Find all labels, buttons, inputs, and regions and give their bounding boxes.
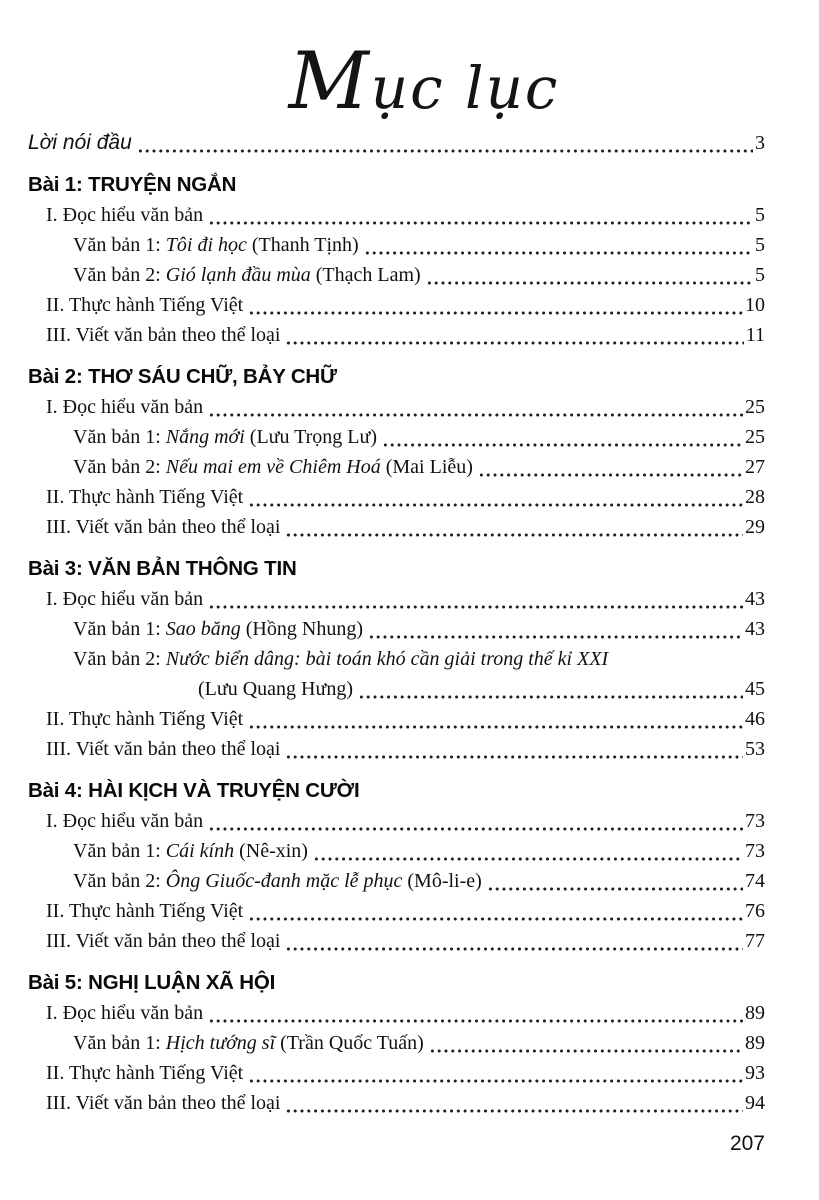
section-heading: Bài 5: NGHỊ LUẬN XÃ HỘI (28, 971, 276, 994)
text-title: Hịch tướng sĩ (165, 1032, 276, 1054)
entry-page-number: 73 (745, 810, 765, 832)
toc-entry-writing (28, 1088, 765, 1118)
entry-label: Văn bản 1: Sao băng (Hồng Nhung) (73, 618, 363, 640)
toc-entry-practice (28, 482, 765, 512)
toc-entry-text (28, 230, 765, 260)
section-heading: Bài 3: VĂN BẢN THÔNG TIN (28, 557, 297, 580)
toc-entry-writing (28, 320, 765, 350)
toc-entry-practice (28, 896, 765, 926)
entry-label: III. Viết văn bản theo thể loại (46, 930, 281, 952)
entry-label: II. Thực hành Tiếng Việt (46, 708, 244, 730)
dot-leader (208, 584, 743, 614)
entry-page-number: 45 (745, 678, 765, 700)
section-heading: Bài 4: HÀI KỊCH VÀ TRUYỆN CƯỜI (28, 779, 360, 802)
entry-label: I. Đọc hiểu văn bản (46, 396, 204, 418)
toc-entry-text-line2 (28, 674, 765, 704)
toc-section (28, 554, 765, 764)
text-title: Nắng mới (165, 426, 245, 448)
toc-entry-text (28, 614, 765, 644)
toc-entry-writing (28, 512, 765, 542)
dot-leader (478, 452, 743, 482)
dot-leader (248, 482, 743, 512)
entry-label: Văn bản 1: Nắng mới (Lưu Trọng Lư) (73, 426, 378, 448)
dot-leader (208, 392, 743, 422)
preface-entry (28, 128, 765, 158)
toc-entry-practice (28, 704, 765, 734)
toc-entry-reading (28, 392, 765, 422)
entry-page-number: 93 (745, 1062, 765, 1084)
dot-leader (382, 422, 743, 452)
toc-entry-reading (28, 200, 765, 230)
entry-page-number: 77 (745, 930, 765, 952)
dot-leader (208, 998, 743, 1028)
entry-label: III. Viết văn bản theo thể loại (46, 738, 281, 760)
entry-page-number: 46 (745, 708, 765, 730)
entry-page-number: 29 (745, 516, 765, 538)
entry-page-number: 10 (745, 294, 765, 316)
toc-entry-reading (28, 584, 765, 614)
entry-label: Văn bản 1: Tôi đi học (Thanh Tịnh) (73, 234, 359, 256)
page-title: Mục lục (288, 36, 560, 127)
toc-entry-writing (28, 734, 765, 764)
entry-page-number: 28 (745, 486, 765, 508)
entry-page-number: 76 (745, 900, 765, 922)
preface-label: Lời nói đầu (28, 131, 132, 154)
entry-page-number: 25 (745, 426, 765, 448)
dot-leader (285, 320, 743, 350)
toc-section (28, 968, 765, 1118)
dot-leader (358, 674, 743, 704)
entry-page-number: 43 (745, 618, 765, 640)
entry-label: III. Viết văn bản theo thể loại (46, 1092, 281, 1114)
entry-page-number: 94 (745, 1092, 765, 1114)
dot-leader (487, 866, 743, 896)
dot-leader (285, 734, 743, 764)
preface-page-number: 3 (755, 132, 765, 154)
entry-label: I. Đọc hiểu văn bản (46, 588, 204, 610)
entry-label: Văn bản 2: Nước biển dâng: bài toán khó cần giải trong thế kỉ XXI (73, 648, 609, 670)
entry-page-number: 43 (745, 588, 765, 610)
text-title: Ông Giuốc-đanh mặc lễ phục (165, 870, 403, 892)
text-title: Sao băng (165, 618, 241, 640)
toc-entry-text (28, 1028, 765, 1058)
entry-label: II. Thực hành Tiếng Việt (46, 294, 244, 316)
entry-label: Văn bản 2: Ông Giuốc-đanh mặc lễ phục (Mô-li-e) (73, 870, 482, 892)
dot-leader (208, 806, 743, 836)
text-title: Nếu mai em về Chiêm Hoá (165, 456, 381, 478)
dot-leader (248, 704, 743, 734)
entry-label: I. Đọc hiểu văn bản (46, 810, 204, 832)
toc-entry-writing (28, 926, 765, 956)
dot-leader (285, 1088, 743, 1118)
toc-section (28, 776, 765, 956)
entry-label: II. Thực hành Tiếng Việt (46, 1062, 244, 1084)
entry-label: I. Đọc hiểu văn bản (46, 204, 204, 226)
entry-label: Văn bản 2: Nếu mai em về Chiêm Hoá (Mai Liễu) (73, 456, 473, 478)
toc-entry-practice (28, 1058, 765, 1088)
toc-entry-text (28, 260, 765, 290)
dot-leader (426, 260, 753, 290)
toc-entry-reading (28, 806, 765, 836)
entry-label: II. Thực hành Tiếng Việt (46, 900, 244, 922)
dot-leader (137, 128, 753, 158)
entry-page-number: 27 (745, 456, 765, 478)
toc-entry-text (28, 836, 765, 866)
entry-page-number: 5 (755, 264, 765, 286)
toc-entry-practice (28, 290, 765, 320)
entry-label: II. Thực hành Tiếng Việt (46, 486, 244, 508)
entry-page-number: 5 (755, 234, 765, 256)
dot-leader (368, 614, 743, 644)
entry-label: Văn bản 2: Gió lạnh đầu mùa (Thạch Lam) (73, 264, 421, 286)
entry-page-number: 89 (745, 1032, 765, 1054)
toc-entry-text (28, 422, 765, 452)
entry-page-number: 89 (745, 1002, 765, 1024)
text-title: Cái kính (165, 840, 235, 862)
dot-leader (429, 1028, 743, 1058)
entry-label: Văn bản 1: Cái kính (Nê-xin) (73, 840, 308, 862)
entry-label: III. Viết văn bản theo thể loại (46, 516, 281, 538)
dot-leader (364, 230, 753, 260)
dot-leader (248, 896, 743, 926)
toc-entry-text (28, 866, 765, 896)
entry-label: I. Đọc hiểu văn bản (46, 1002, 204, 1024)
dot-leader (285, 512, 743, 542)
entry-label: III. Viết văn bản theo thể loại (46, 324, 281, 346)
entry-page-number: 53 (745, 738, 765, 760)
dot-leader (285, 926, 743, 956)
toc-section (28, 362, 765, 542)
entry-label: (Lưu Quang Hưng) (198, 678, 353, 700)
toc-entry-reading (28, 998, 765, 1028)
entry-page-number: 11 (745, 324, 765, 346)
toc-entry-text-line1 (28, 644, 765, 674)
entry-page-number: 73 (745, 840, 765, 862)
dot-leader (208, 200, 753, 230)
toc-entry-text (28, 452, 765, 482)
entry-page-number: 25 (745, 396, 765, 418)
entry-page-number: 74 (745, 870, 765, 892)
text-title: Gió lạnh đầu mùa (165, 264, 311, 286)
toc-section (28, 170, 765, 350)
entry-page-number: 5 (755, 204, 765, 226)
section-heading: Bài 2: THƠ SÁU CHỮ, BẢY CHỮ (28, 365, 337, 388)
dot-leader (248, 1058, 743, 1088)
text-title: Tôi đi học (165, 234, 247, 256)
folio-page-number: 207 (729, 1132, 765, 1155)
dot-leader (248, 290, 743, 320)
dot-leader (313, 836, 743, 866)
section-heading: Bài 1: TRUYỆN NGẮN (28, 173, 237, 196)
text-title: Nước biển dâng: bài toán khó cần giải trong thế kỉ XXI (165, 648, 609, 670)
entry-label: Văn bản 1: Hịch tướng sĩ (Trần Quốc Tuấn) (73, 1032, 424, 1054)
